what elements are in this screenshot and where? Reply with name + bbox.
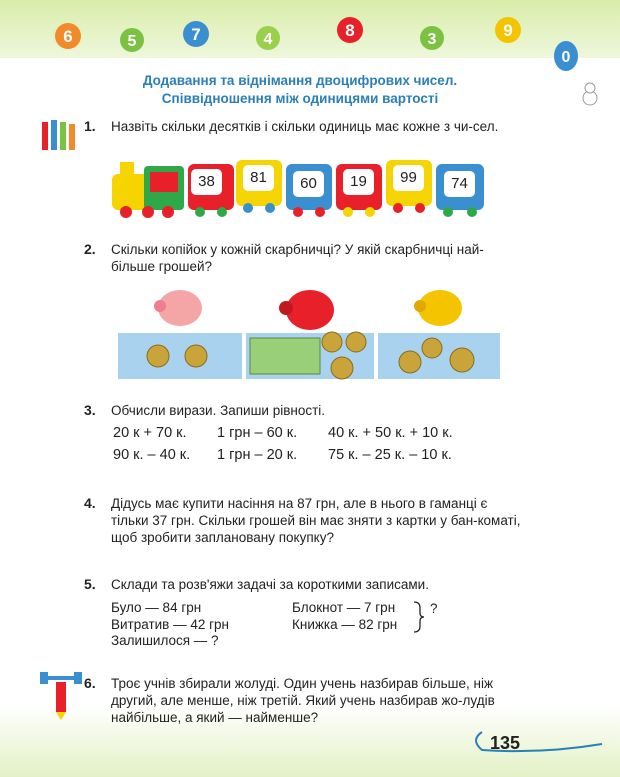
digit-character-9 bbox=[495, 17, 521, 43]
task1-number: 1. bbox=[84, 118, 96, 134]
task2-text: Скільки копійок у кожній скарбничці? У якій скарбничці най-більше грошей? bbox=[111, 242, 484, 274]
page-title-line2: Співвідношення між одиницями вартості bbox=[161, 91, 439, 106]
coin-icon bbox=[322, 332, 366, 379]
train-number-5: 99 bbox=[393, 165, 424, 191]
expression-2-1: 90 к. – 40 к. bbox=[113, 447, 191, 463]
piggy-bank-pink bbox=[154, 290, 202, 326]
task2-number: 2. bbox=[84, 241, 96, 257]
task5-number: 5. bbox=[84, 576, 96, 592]
train-number-3: 60 bbox=[293, 171, 324, 197]
digit-character-5 bbox=[120, 28, 144, 52]
digit-0-label: 0 bbox=[561, 49, 571, 66]
expression-1-3: 40 к. + 50 к. + 10 к. bbox=[328, 425, 453, 441]
digit-character-7 bbox=[183, 21, 209, 47]
train-number-2: 81 bbox=[243, 165, 274, 191]
page-title-line1: Додавання та віднімання двоцифрових чисел. bbox=[142, 73, 458, 88]
short-note-right-2: Книжка — 82 грн bbox=[292, 617, 398, 632]
snowman-icon bbox=[583, 83, 597, 105]
short-note-question: ? bbox=[430, 601, 438, 616]
task6-number: 6. bbox=[84, 675, 96, 691]
digit-8-label: 8 bbox=[345, 21, 355, 40]
banknote-icon bbox=[250, 338, 320, 374]
page-number-swoosh bbox=[462, 728, 612, 758]
coin-icon bbox=[399, 338, 474, 373]
task1-text: Назвіть скільки десятків і скільки одиниць має кожне з чи-сел. bbox=[111, 119, 499, 134]
train-number-4: 19 bbox=[343, 169, 374, 195]
task3-text: Обчисли вирази. Запиши рівності. bbox=[111, 403, 326, 418]
digit-character-8 bbox=[337, 17, 363, 43]
train-number-6: 74 bbox=[444, 171, 475, 197]
digit-6-label: 6 bbox=[63, 27, 73, 46]
expression-2-2: 1 грн – 20 к. bbox=[217, 447, 298, 463]
digit-4-label: 4 bbox=[263, 31, 273, 48]
digit-character-4 bbox=[256, 26, 280, 50]
page-title bbox=[80, 72, 520, 108]
digit-7-label: 7 bbox=[191, 25, 201, 44]
short-note-right-1: Блокнот — 7 грн bbox=[292, 600, 396, 615]
digit-9-label: 9 bbox=[503, 21, 513, 40]
short-note-left-2: Витратив — 42 грн bbox=[111, 617, 229, 632]
task4-number: 4. bbox=[84, 495, 96, 511]
task4-text: Дідусь має купити насіння на 87 грн, але в нього в гаманці є тільки 37 грн. Скільки грошей він має зняти з картки у бан-кoматі, щоб зробити заплановану покупку? bbox=[111, 496, 521, 545]
expression-2-3: 75 к. – 25 к. – 10 к. bbox=[328, 447, 452, 463]
piggy-bank-red bbox=[279, 290, 334, 330]
weightlifter-pencil-icon bbox=[38, 670, 84, 720]
page-number: 135 bbox=[490, 733, 521, 753]
digit-character-3 bbox=[420, 26, 444, 50]
coin-icon bbox=[147, 345, 207, 367]
piggy-banks-illustration bbox=[118, 282, 500, 382]
task5-text: Склади та розв'яжи задачі за короткими записами. bbox=[111, 577, 429, 592]
task3-number: 3. bbox=[84, 402, 96, 418]
task6-text: Троє учнів збирали жолуді. Один учень назбирав більше, ніж другий, але менше, ніж третій. Який учень назбирав жо-лудів найбільше, а який — найменше? bbox=[111, 676, 495, 725]
digit-character-0 bbox=[554, 41, 578, 71]
piggy-bank-gold bbox=[414, 290, 462, 326]
digit-3-label: 3 bbox=[427, 31, 437, 48]
locomotive bbox=[112, 162, 184, 218]
expression-1-2: 1 грн – 60 к. bbox=[217, 425, 298, 441]
pencils-icon bbox=[38, 118, 78, 158]
train-number-1: 38 bbox=[191, 169, 222, 195]
digit-5-label: 5 bbox=[127, 33, 137, 50]
digit-character-6 bbox=[55, 23, 81, 49]
short-note-left-1: Було — 84 грн bbox=[111, 600, 202, 615]
short-note-left-3: Залишилося — ? bbox=[111, 633, 219, 648]
curly-brace-icon bbox=[412, 600, 426, 634]
expression-1-1: 20 к + 70 к. bbox=[113, 425, 187, 441]
